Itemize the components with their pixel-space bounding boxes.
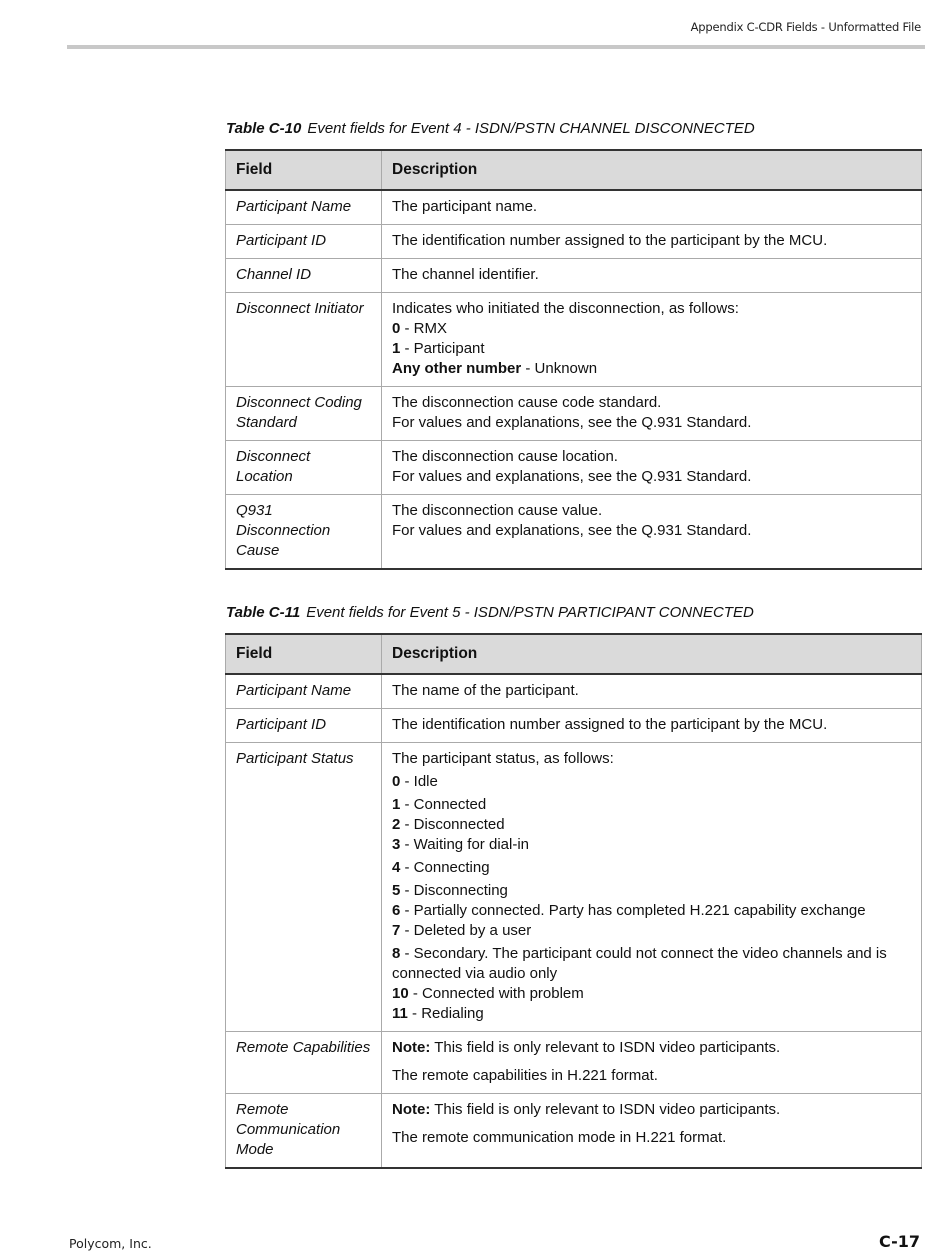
field-cell: Participant ID — [226, 225, 382, 259]
field-cell: Remote Capabilities — [226, 1032, 382, 1094]
value-code: 1 — [392, 796, 401, 813]
running-header: Appendix C-CDR Fields - Unformatted File — [690, 20, 921, 34]
description-text: The disconnection cause value. — [392, 502, 603, 519]
value-code: Any other number — [392, 360, 522, 377]
description-text: The disconnection cause location. — [392, 448, 618, 465]
value-code: 6 — [392, 902, 401, 919]
description-text: Indicates who initiated the disconnection, as follows: — [392, 300, 739, 317]
table-row — [226, 441, 922, 495]
value-code: 0 — [392, 773, 401, 790]
description-cell: The name of the participant. — [382, 674, 922, 709]
table-c11-caption-id: Table C-11 — [226, 604, 301, 621]
note-line — [392, 1038, 911, 1058]
value-text: - Partially connected. Party has completed H.221 capability exchange — [400, 902, 866, 919]
description-cell — [382, 1032, 922, 1094]
page-number: C-17 — [878, 1232, 920, 1251]
value-code: 1 — [392, 340, 401, 357]
table-row — [226, 674, 922, 709]
value-code: 8 — [392, 945, 401, 962]
table-c10-caption-id: Table C-10 — [226, 120, 302, 137]
field-cell: Disconnect Initiator — [226, 293, 382, 387]
description-text: For values and explanations, see the Q.931 Standard. — [392, 468, 752, 485]
column-header-field: Field — [226, 634, 382, 674]
value-text: - Connected — [400, 796, 487, 813]
column-header-description: Description — [382, 634, 922, 674]
field-cell: Q931 Disconnection Cause — [226, 495, 382, 570]
value-text: - Connected with problem — [408, 985, 584, 1002]
description-cell: The channel identifier. — [382, 259, 922, 293]
table-c10-caption-text: Event fields for Event 4 - ISDN/PSTN CHANNEL DISCONNECTED — [307, 120, 755, 137]
description-cell — [382, 1094, 922, 1169]
value-text: - Secondary. The participant could not connect the video channels and is connected via audio only — [392, 945, 887, 982]
value-line — [392, 901, 911, 921]
value-code: 3 — [392, 836, 401, 853]
table-row — [226, 743, 922, 1032]
description-text: The remote communication mode in H.221 format. — [392, 1129, 727, 1146]
value-code: 0 — [392, 320, 401, 337]
table-header-row — [226, 150, 922, 190]
note-line — [392, 1100, 911, 1120]
note-text: This field is only relevant to ISDN video participants. — [430, 1039, 781, 1056]
value-line — [392, 772, 911, 792]
value-code: 2 — [392, 816, 401, 833]
description-cell — [382, 293, 922, 387]
table-c10-caption — [226, 120, 755, 137]
value-code: 4 — [392, 859, 401, 876]
value-text: - Deleted by a user — [400, 922, 532, 939]
note-label: Note: — [392, 1101, 431, 1118]
description-text: For values and explanations, see the Q.931 Standard. — [392, 414, 752, 431]
table-c11-caption — [226, 604, 754, 621]
field-cell: Disconnect Coding Standard — [226, 387, 382, 441]
value-line — [392, 835, 911, 855]
footer-company: Polycom, Inc. — [69, 1236, 152, 1251]
field-cell: Participant Name — [226, 674, 382, 709]
field-cell: Channel ID — [226, 259, 382, 293]
value-line — [392, 795, 911, 815]
value-text: - Unknown — [521, 360, 598, 377]
description-text: The participant status, as follows: — [392, 750, 614, 767]
note-label: Note: — [392, 1039, 431, 1056]
value-code: 7 — [392, 922, 401, 939]
value-text: - Redialing — [407, 1005, 484, 1022]
table-row — [226, 1094, 922, 1169]
table-row — [226, 293, 922, 387]
description-cell: The identification number assigned to the participant by the MCU. — [382, 225, 922, 259]
table-row — [226, 259, 922, 293]
field-cell: Participant Status — [226, 743, 382, 1032]
value-line — [392, 944, 911, 984]
table-header-row — [226, 634, 922, 674]
description-cell — [382, 495, 922, 570]
description-text: For values and explanations, see the Q.931 Standard. — [392, 522, 752, 539]
value-line — [392, 921, 911, 941]
table-row — [226, 1032, 922, 1094]
value-text: - Disconnected — [400, 816, 505, 833]
value-line — [392, 339, 911, 359]
value-line — [392, 319, 911, 339]
field-cell: Remote Communication Mode — [226, 1094, 382, 1169]
value-text: - Idle — [400, 773, 438, 790]
description-cell — [382, 387, 922, 441]
value-text: - Waiting for dial-in — [400, 836, 529, 853]
value-line — [392, 1004, 911, 1024]
column-header-description: Description — [382, 150, 922, 190]
value-code: 10 — [392, 985, 409, 1002]
table-row — [226, 709, 922, 743]
table-row — [226, 225, 922, 259]
table-c11-caption-text: Event fields for Event 5 - ISDN/PSTN PARTICIPANT CONNECTED — [306, 604, 754, 621]
value-code: 5 — [392, 882, 401, 899]
table-c10 — [225, 149, 922, 570]
description-cell: The participant name. — [382, 190, 922, 225]
table-row — [226, 387, 922, 441]
value-text: - Connecting — [400, 859, 490, 876]
value-line — [392, 359, 911, 379]
column-header-field: Field — [226, 150, 382, 190]
value-line — [392, 858, 911, 878]
header-rule — [67, 45, 925, 49]
field-cell: Disconnect Location — [226, 441, 382, 495]
field-cell: Participant Name — [226, 190, 382, 225]
value-code: 11 — [392, 1005, 408, 1022]
table-c11 — [225, 633, 922, 1169]
table-row — [226, 495, 922, 570]
table-row — [226, 190, 922, 225]
description-text: The disconnection cause code standard. — [392, 394, 662, 411]
value-line — [392, 815, 911, 835]
value-text: - Participant — [400, 340, 485, 357]
description-cell — [382, 441, 922, 495]
value-line — [392, 984, 911, 1004]
description-cell: The identification number assigned to the participant by the MCU. — [382, 709, 922, 743]
description-text: The remote capabilities in H.221 format. — [392, 1067, 658, 1084]
description-cell — [382, 743, 922, 1032]
value-line — [392, 881, 911, 901]
note-text: This field is only relevant to ISDN video participants. — [430, 1101, 781, 1118]
value-text: - Disconnecting — [400, 882, 508, 899]
value-text: - RMX — [400, 320, 448, 337]
field-cell: Participant ID — [226, 709, 382, 743]
